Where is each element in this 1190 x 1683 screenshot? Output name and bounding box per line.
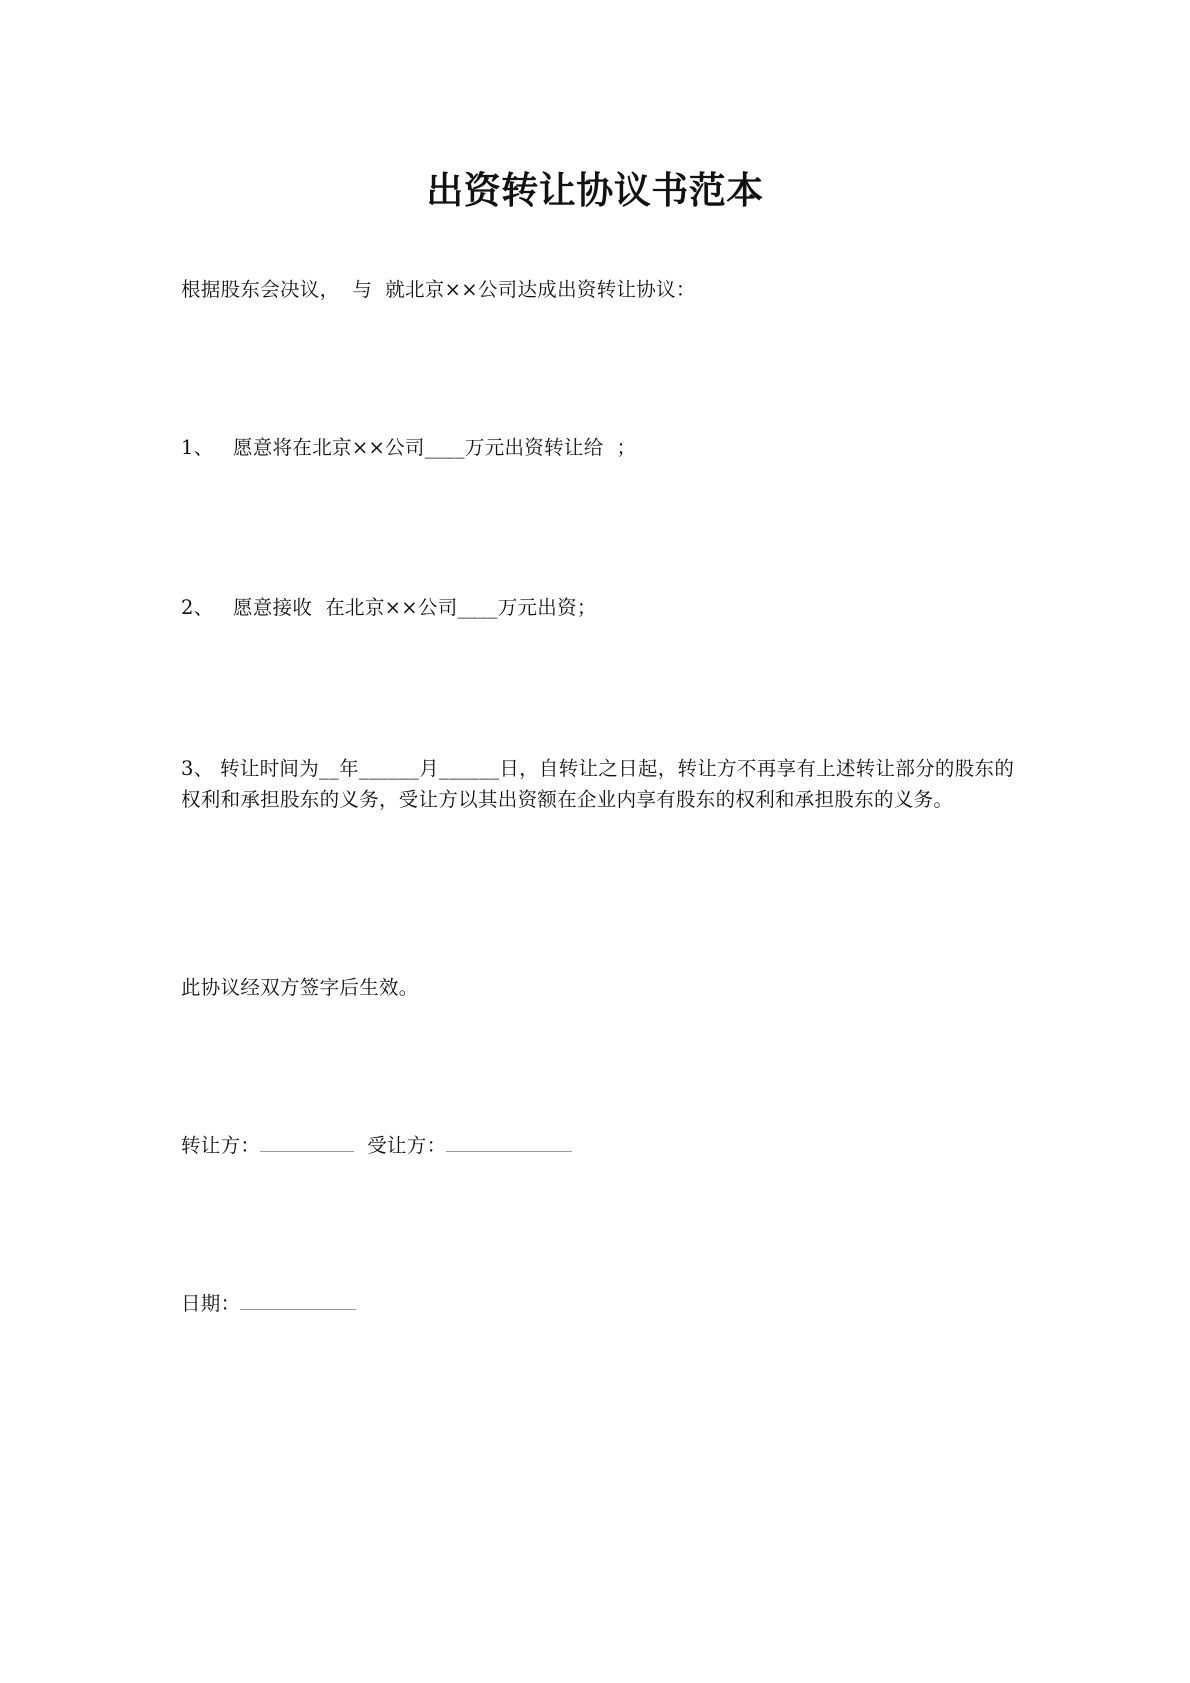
blank-field: ____ — [424, 436, 465, 459]
clause-number: 2、 — [181, 596, 214, 619]
clause-text: 转让时间为__年______月______日，自转让之日起，转让方不再享有上述转让部分的股东的权利和承担股东的义务，受让方以其出资额在企业内享有股东的权利和承担股东的义务。 — [181, 757, 1015, 811]
blank-field: ____ — [457, 596, 498, 619]
transferee-label: 受让方： — [367, 1134, 447, 1157]
clause-number: 3、 — [181, 757, 214, 780]
clause-1 — [181, 432, 636, 463]
date-line — [181, 1288, 356, 1319]
clause-2 — [181, 592, 597, 623]
transferee-signature-blank — [446, 1133, 572, 1152]
signature-line — [181, 1130, 572, 1161]
clause-3 — [181, 753, 1016, 815]
clause-text-before: 愿意将在北京××公司 — [233, 436, 425, 459]
intro-paragraph: 根据股东会决议， 与 就北京××公司达成出资转让协议： — [181, 278, 696, 301]
transferor-signature-blank — [260, 1133, 354, 1152]
effective-statement: 此协议经双方签字后生效。 — [181, 976, 419, 999]
document-title: 出资转让协议书范本 — [426, 169, 764, 212]
transferor-label: 转让方： — [181, 1134, 261, 1157]
clause-text-after: 万元出资； — [497, 596, 597, 619]
date-blank — [240, 1291, 356, 1310]
clause-text-before: 愿意接收 在北京××公司 — [233, 596, 458, 619]
clause-number: 1、 — [181, 436, 214, 459]
clause-text-after: 万元出资转让给 ； — [464, 436, 637, 459]
date-label: 日期： — [181, 1292, 241, 1315]
